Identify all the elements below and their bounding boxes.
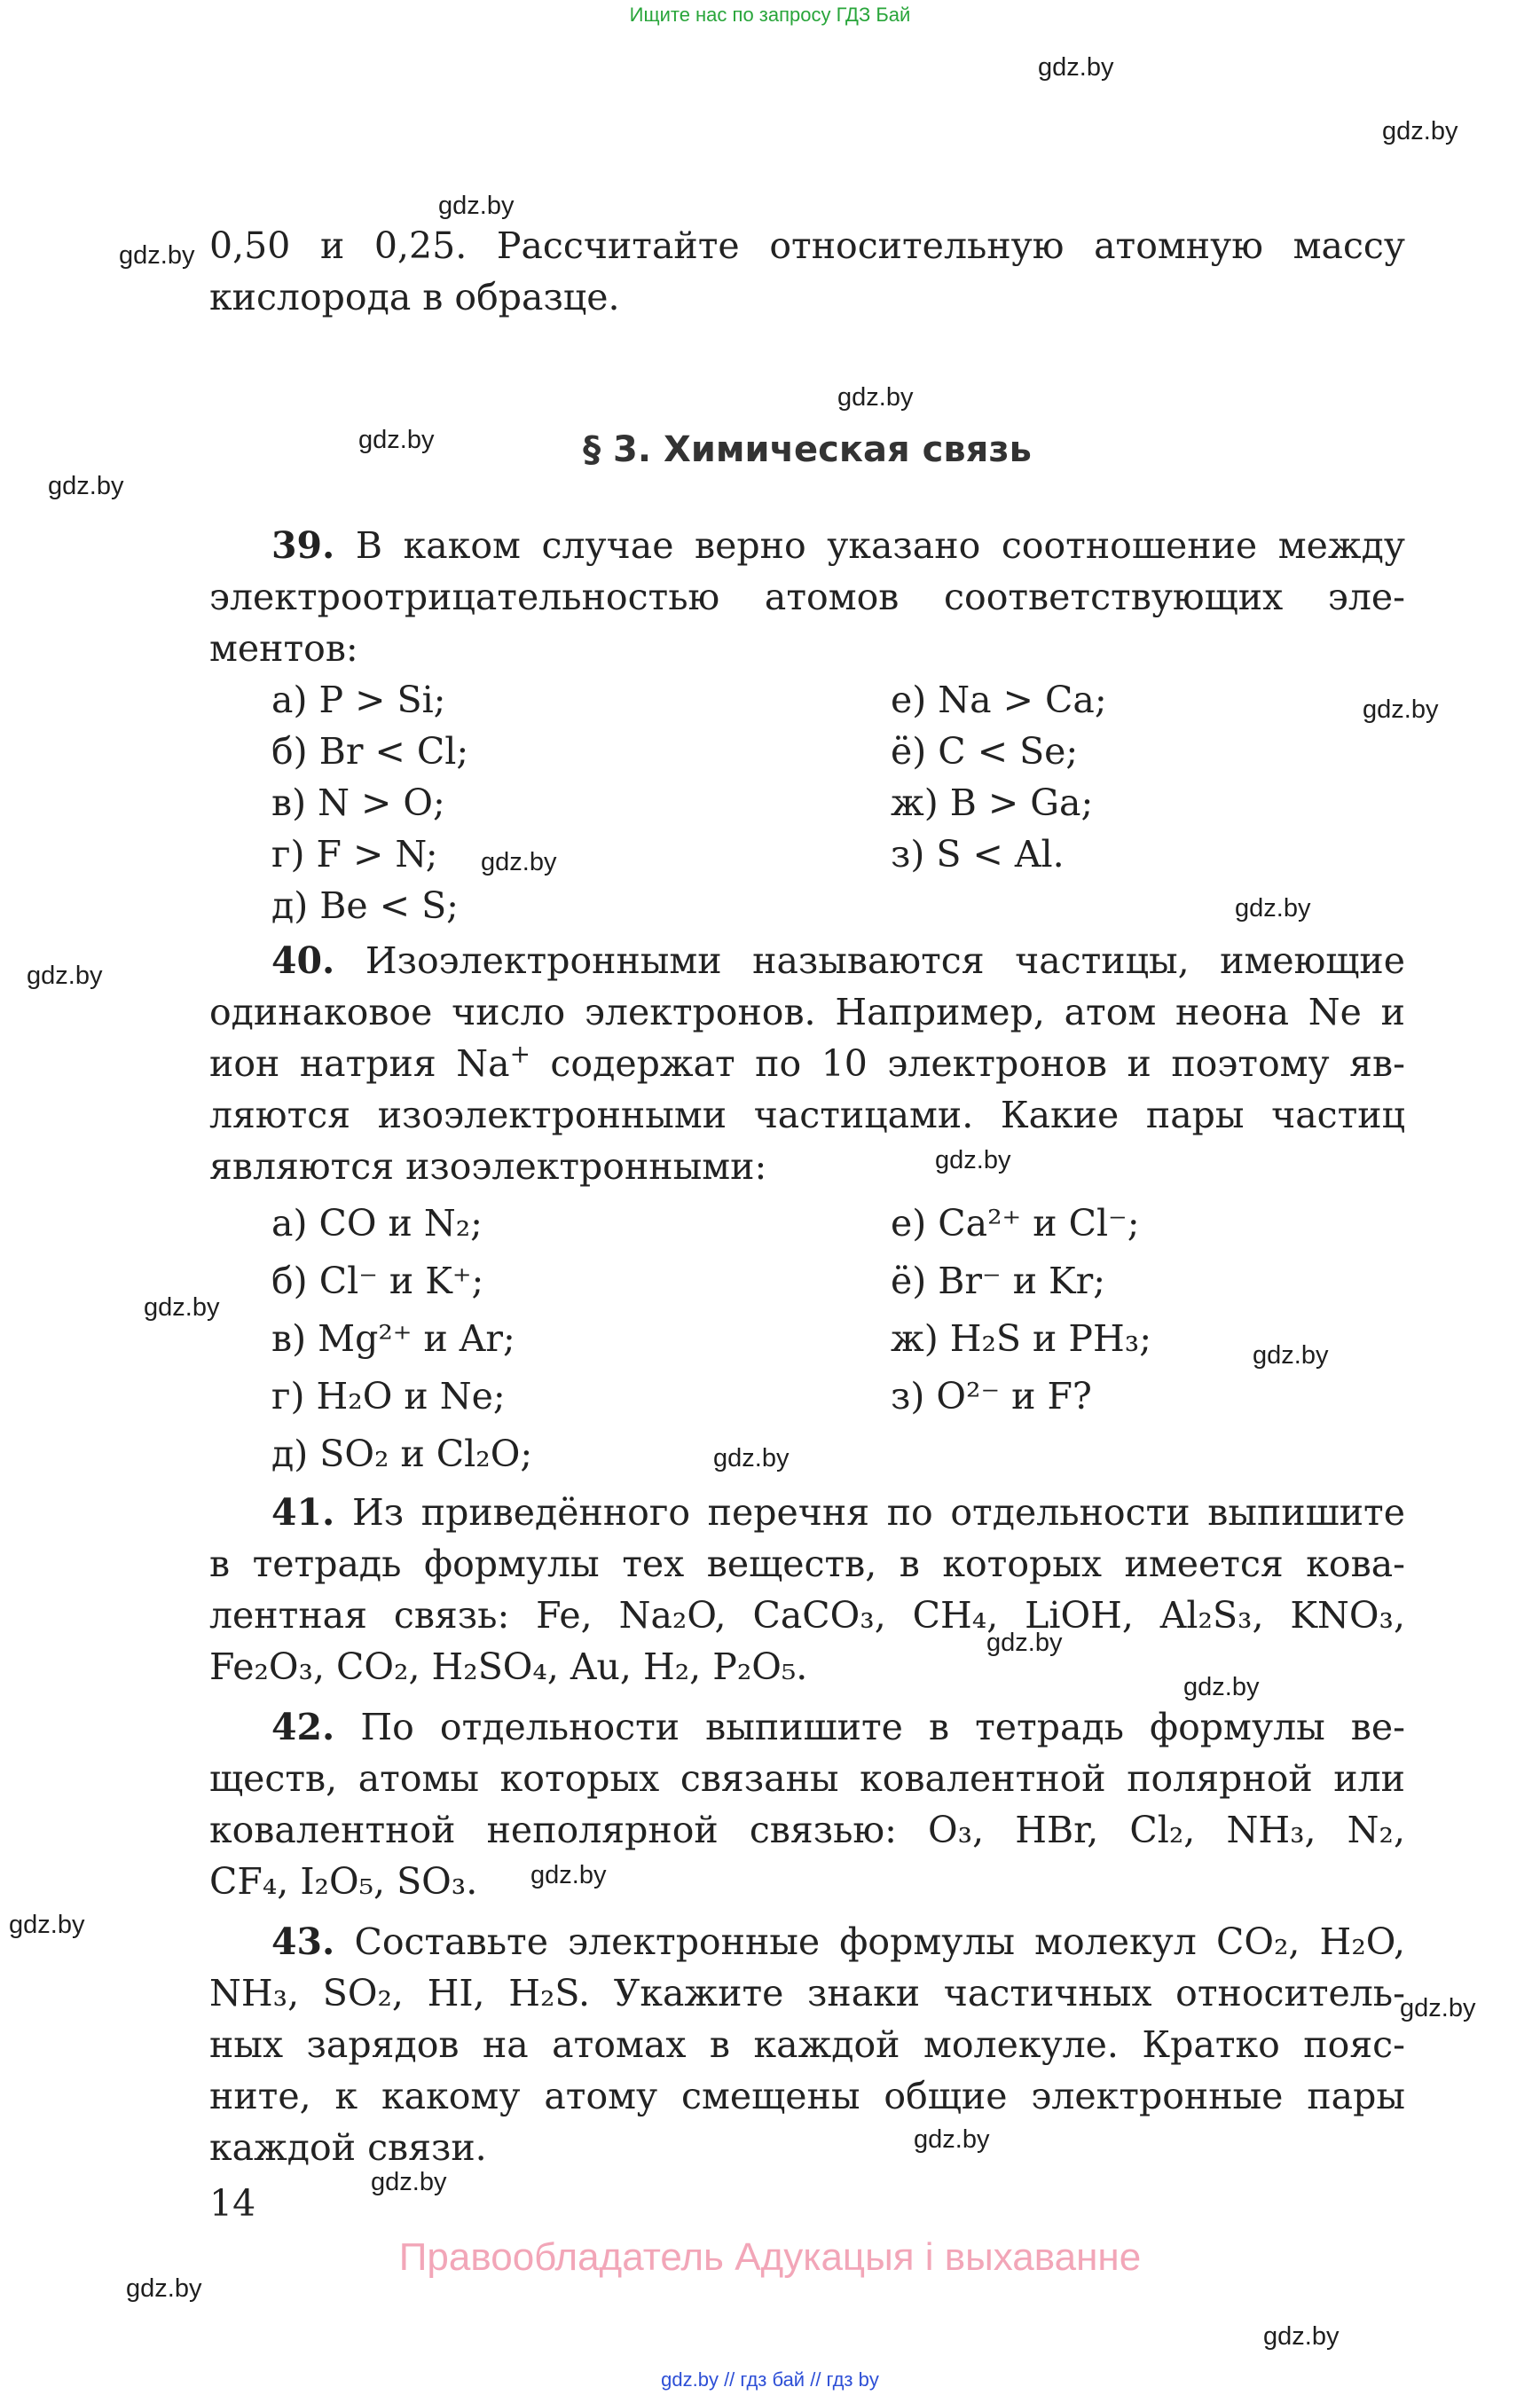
q41-number: 41. [271,1491,335,1534]
q42-line: ществ, атомы которых связаны ковалентной полярной или [209,1757,1405,1800]
watermark: gdz.by [1038,53,1114,82]
page-number: 14 [209,2182,256,2225]
watermark: gdz.by [1382,117,1458,145]
q40-line [209,935,1405,986]
q40-number: 40. [271,939,335,982]
intro-line: 0,50 и 0,25. Рассчитайте относительную атомную массу [209,224,1405,267]
watermark: gdz.by [481,848,557,876]
q39-line [209,520,1405,571]
q43-line: ных зарядов на атомах в каждой молекуле. Кратко пояс- [209,2023,1405,2066]
watermark: gdz.by [935,1146,1011,1174]
watermark: gdz.by [1183,1673,1260,1701]
q42-text: По отдельности выпишите в тетрадь формулы ве- [334,1706,1405,1748]
q39-line: ментов: [209,627,358,670]
q43-text: Составьте электронные формулы молекул CO₂, H₂O, [334,1920,1405,1963]
q40-line: одинаковое число электронов. Например, атом неона Ne и [209,991,1405,1033]
q41-line: в тетрадь формулы тех веществ, в которых имеется кова- [209,1543,1405,1585]
q43-line: ните, к какому атому смещены общие электронные пары [209,2075,1405,2117]
q39-option: в) N > O; [271,781,445,824]
bottom-note: gdz.by // гдз бай // гдз by [661,2368,879,2391]
q42-number: 42. [271,1706,335,1748]
q40-option: з) O²⁻ и F? [891,1375,1092,1417]
q40-text: содержат по 10 электронов и поэтому яв- [530,1042,1405,1085]
section-title: § 3. Химическая связь [583,429,1032,470]
q43-number: 43. [271,1920,335,1963]
q40-text: ион натрия Na [209,1042,510,1085]
q42-line: CF₄, I₂O₅, SO₃. [209,1860,478,1903]
watermark: gdz.by [914,2125,990,2154]
watermark: gdz.by [1263,2322,1340,2351]
q40-line: ляются изоэлектронными частицами. Какие пары частиц [209,1094,1405,1136]
q41-line: Fe₂O₃, CO₂, H₂SO₄, Au, H₂, P₂O₅. [209,1645,808,1688]
q42-line: ковалентной неполярной связью: O₃, HBr, Cl₂, NH₃, N₂, [209,1809,1405,1851]
watermark: gdz.by [371,2168,447,2196]
q40-option: в) Mg²⁺ и Ar; [271,1317,515,1360]
q40-option: ё) Br⁻ и Kr; [891,1260,1106,1302]
q43-line: каждой связи. [209,2126,487,2169]
q39-option: д) Be < S; [271,884,459,927]
watermark: gdz.by [1400,1994,1476,2022]
q39-number: 39. [271,524,335,567]
q40-line: являются изоэлектронными: [209,1145,767,1188]
watermark: gdz.by [1253,1341,1329,1370]
q39-option: з) S < Al. [891,833,1065,876]
q42-line [209,1701,1405,1753]
q39-option: е) Na > Ca; [891,679,1107,721]
q40-superscript: + [509,1039,530,1069]
q39-line: электроотрицательностью атомов соответствующих эле- [209,576,1405,618]
watermark: gdz.by [986,1629,1063,1657]
q40-option: д) SO₂ и Cl₂O; [271,1433,533,1475]
intro-line: кислорода в образце. [209,276,620,318]
watermark: gdz.by [119,241,195,270]
watermark: gdz.by [1363,695,1439,724]
q39-option: ж) B > Ga; [891,781,1094,824]
watermark: gdz.by [837,383,914,412]
q39-text: В каком случае верно указано соотношение между [334,524,1405,567]
q41-line [209,1487,1405,1538]
q40-line [209,1038,1405,1089]
q40-text: Изоэлектронными называются частицы, имеющие [334,939,1405,982]
q40-option: б) Cl⁻ и K⁺; [271,1260,484,1302]
q40-option: а) CO и N₂; [271,1202,483,1245]
q39-option: ё) C < Se; [891,730,1079,773]
q40-option: ж) H₂S и PH₃; [891,1317,1152,1360]
watermark: gdz.by [358,426,435,454]
q39-option: г) F > N; [271,833,438,876]
q39-option: а) P > Si; [271,679,446,721]
watermark: gdz.by [1235,894,1311,923]
copyright-note: Правообладатель Адукацыя і выхаванне [398,2235,1142,2279]
watermark: gdz.by [144,1293,220,1322]
q40-option: е) Ca²⁺ и Cl⁻; [891,1202,1140,1245]
top-note: Ищите нас по запросу ГДЗ Бай [629,4,911,26]
q39-option: б) Br < Cl; [271,730,469,773]
watermark: gdz.by [713,1444,790,1472]
watermark: gdz.by [126,2274,202,2303]
watermark: gdz.by [530,1861,607,1889]
watermark: gdz.by [9,1911,85,1939]
q43-line: NH₃, SO₂, HI, H₂S. Укажите знаки частичных относитель- [209,1972,1405,2014]
q40-option: г) H₂O и Ne; [271,1375,506,1417]
watermark: gdz.by [438,192,515,220]
watermark: gdz.by [48,472,124,500]
watermark: gdz.by [27,962,103,990]
q41-line: лентная связь: Fe, Na₂O, CaCO₃, CH₄, LiOH, Al₂S₃, KNO₃, [209,1594,1405,1637]
q41-text: Из приведённого перечня по отдельности выпишите [334,1491,1405,1534]
q43-line [209,1916,1405,1967]
